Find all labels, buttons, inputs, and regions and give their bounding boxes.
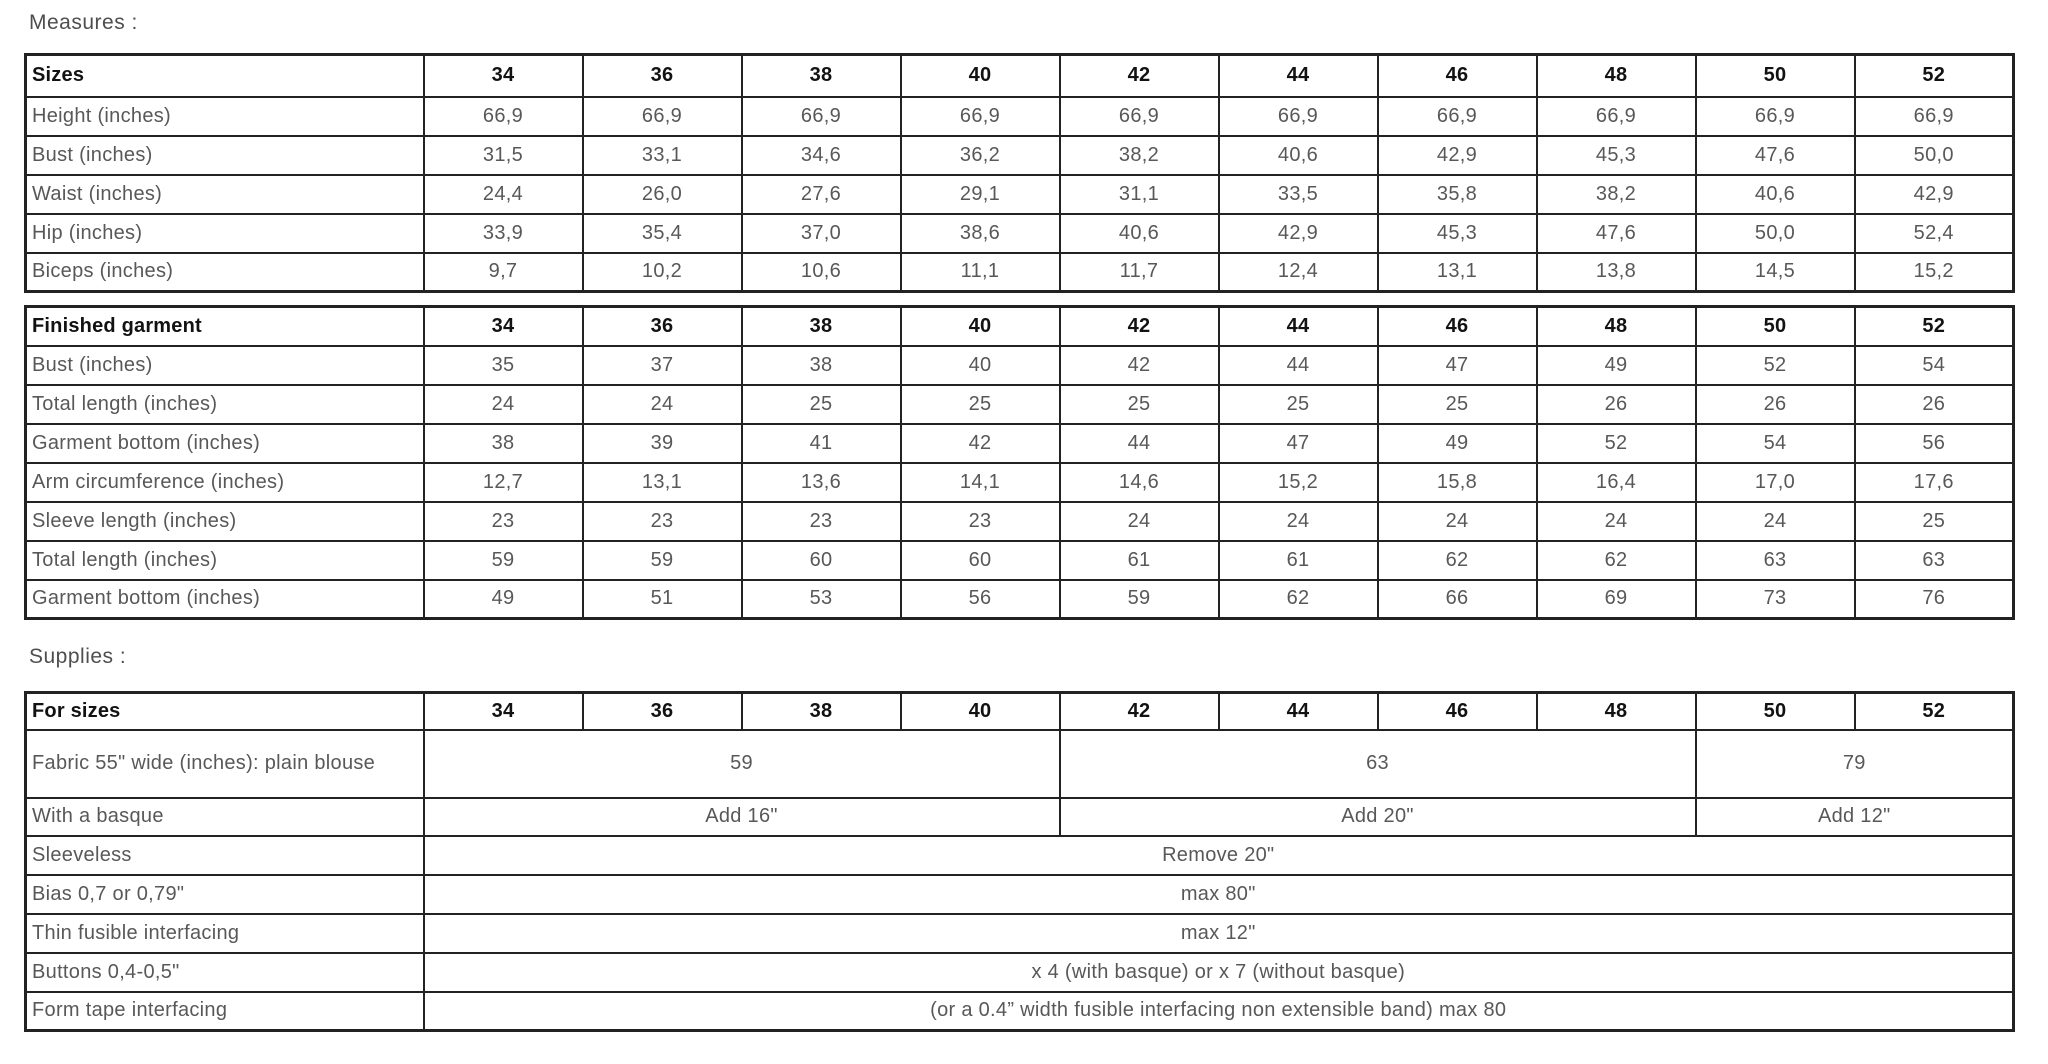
value-cell: 62 (1537, 541, 1696, 580)
value-cell: 23 (742, 502, 901, 541)
value-cell: 12,7 (424, 463, 583, 502)
value-cell: 60 (742, 541, 901, 580)
value-cell: 47,6 (1696, 136, 1855, 175)
value-cell: 42,9 (1855, 175, 2014, 214)
value-cell: 31,5 (424, 136, 583, 175)
table-header-label: Finished garment (26, 307, 424, 346)
value-cell: 38 (742, 346, 901, 385)
value-cell: 35,8 (1378, 175, 1537, 214)
value-cell: 41 (742, 424, 901, 463)
table-row (26, 914, 2014, 953)
value-cell: 40 (901, 346, 1060, 385)
value-cell: 23 (583, 502, 742, 541)
value-cell: 25 (1855, 502, 2014, 541)
value-cell: 26 (1696, 385, 1855, 424)
value-cell: 66,9 (424, 97, 583, 136)
row-label: Bust (inches) (26, 136, 424, 175)
value-cell: 14,1 (901, 463, 1060, 502)
row-label: Form tape interfacing (26, 992, 424, 1031)
value-cell: 15,8 (1378, 463, 1537, 502)
size-column-header: 48 (1537, 693, 1696, 730)
value-cell: 44 (1060, 424, 1219, 463)
row-label: Biceps (inches) (26, 253, 424, 292)
size-column-header: 46 (1378, 307, 1537, 346)
value-cell: 61 (1060, 541, 1219, 580)
row-label: Bias 0,7 or 0,79" (26, 875, 424, 914)
value-cell: 15,2 (1855, 253, 2014, 292)
merged-value-cell: Add 20" (1060, 798, 1696, 836)
value-cell: 37,0 (742, 214, 901, 253)
table-header-label: For sizes (26, 693, 424, 730)
table-row (26, 346, 2014, 385)
size-column-header: 38 (742, 55, 901, 97)
merged-value-cell: Add 12" (1696, 798, 2014, 836)
size-column-header: 46 (1378, 693, 1537, 730)
size-column-header: 40 (901, 55, 1060, 97)
value-cell: 33,1 (583, 136, 742, 175)
value-cell: 38 (424, 424, 583, 463)
value-cell: 63 (1696, 541, 1855, 580)
value-cell: 17,6 (1855, 463, 2014, 502)
row-label: Bust (inches) (26, 346, 424, 385)
value-cell: 59 (1060, 580, 1219, 619)
value-cell: 33,9 (424, 214, 583, 253)
value-cell: 40,6 (1219, 136, 1378, 175)
value-cell: 47 (1378, 346, 1537, 385)
value-cell: 51 (583, 580, 742, 619)
value-cell: 42 (1060, 346, 1219, 385)
value-cell: 38,6 (901, 214, 1060, 253)
row-label: Arm circumference (inches) (26, 463, 424, 502)
table-row (26, 214, 2014, 253)
value-cell: 50,0 (1696, 214, 1855, 253)
value-cell: 35,4 (583, 214, 742, 253)
size-column-header: 44 (1219, 55, 1378, 97)
value-cell: 62 (1378, 541, 1537, 580)
value-cell: 73 (1696, 580, 1855, 619)
merged-value-cell: 63 (1060, 730, 1696, 798)
row-label: Total length (inches) (26, 541, 424, 580)
merged-value-cell: max 12" (424, 914, 2014, 953)
header-row (26, 55, 2014, 97)
value-cell: 38,2 (1537, 175, 1696, 214)
merged-value-cell: 79 (1696, 730, 2014, 798)
value-cell: 13,1 (1378, 253, 1537, 292)
table-row (26, 541, 2014, 580)
value-cell: 42,9 (1378, 136, 1537, 175)
value-cell: 66,9 (583, 97, 742, 136)
value-cell: 23 (901, 502, 1060, 541)
value-cell: 35 (424, 346, 583, 385)
size-column-header: 48 (1537, 307, 1696, 346)
value-cell: 56 (1855, 424, 2014, 463)
table-row (26, 836, 2014, 875)
value-cell: 25 (1378, 385, 1537, 424)
value-cell: 24 (424, 385, 583, 424)
value-cell: 13,6 (742, 463, 901, 502)
size-column-header: 50 (1696, 55, 1855, 97)
value-cell: 10,2 (583, 253, 742, 292)
value-cell: 40,6 (1696, 175, 1855, 214)
value-cell: 13,8 (1537, 253, 1696, 292)
value-cell: 29,1 (901, 175, 1060, 214)
value-cell: 25 (742, 385, 901, 424)
size-column-header: 36 (583, 307, 742, 346)
value-cell: 24 (583, 385, 742, 424)
size-column-header: 38 (742, 693, 901, 730)
value-cell: 26 (1855, 385, 2014, 424)
value-cell: 34,6 (742, 136, 901, 175)
value-cell: 15,2 (1219, 463, 1378, 502)
value-cell: 11,1 (901, 253, 1060, 292)
value-cell: 52 (1696, 346, 1855, 385)
row-label: Fabric 55" wide (inches): plain blouse (26, 730, 424, 798)
value-cell: 52,4 (1855, 214, 2014, 253)
value-cell: 25 (1219, 385, 1378, 424)
row-label: Total length (inches) (26, 385, 424, 424)
size-column-header: 50 (1696, 307, 1855, 346)
value-cell: 47 (1219, 424, 1378, 463)
size-column-header: 40 (901, 307, 1060, 346)
value-cell: 49 (1537, 346, 1696, 385)
value-cell: 66,9 (1537, 97, 1696, 136)
value-cell: 24 (1060, 502, 1219, 541)
value-cell: 54 (1696, 424, 1855, 463)
size-column-header: 34 (424, 55, 583, 97)
value-cell: 24 (1696, 502, 1855, 541)
value-cell: 31,1 (1060, 175, 1219, 214)
value-cell: 50,0 (1855, 136, 2014, 175)
value-cell: 47,6 (1537, 214, 1696, 253)
value-cell: 11,7 (1060, 253, 1219, 292)
table-row (26, 730, 2014, 798)
row-label: Waist (inches) (26, 175, 424, 214)
finished-garment-table (24, 305, 2015, 620)
table-row (26, 136, 2014, 175)
value-cell: 66,9 (1219, 97, 1378, 136)
value-cell: 76 (1855, 580, 2014, 619)
value-cell: 25 (901, 385, 1060, 424)
value-cell: 36,2 (901, 136, 1060, 175)
size-column-header: 34 (424, 307, 583, 346)
table-header-label: Sizes (26, 55, 424, 97)
merged-value-cell: max 80" (424, 875, 2014, 914)
value-cell: 49 (1378, 424, 1537, 463)
value-cell: 49 (424, 580, 583, 619)
value-cell: 66,9 (1060, 97, 1219, 136)
value-cell: 33,5 (1219, 175, 1378, 214)
value-cell: 42,9 (1219, 214, 1378, 253)
table-row (26, 424, 2014, 463)
value-cell: 16,4 (1537, 463, 1696, 502)
value-cell: 45,3 (1537, 136, 1696, 175)
value-cell: 61 (1219, 541, 1378, 580)
merged-value-cell: x 4 (with basque) or x 7 (without basque) (424, 953, 2014, 992)
merged-value-cell: 59 (424, 730, 1060, 798)
value-cell: 66 (1378, 580, 1537, 619)
table-row (26, 502, 2014, 541)
row-label: Height (inches) (26, 97, 424, 136)
row-label: Sleeve length (inches) (26, 502, 424, 541)
value-cell: 23 (424, 502, 583, 541)
value-cell: 60 (901, 541, 1060, 580)
value-cell: 42 (901, 424, 1060, 463)
value-cell: 38,2 (1060, 136, 1219, 175)
value-cell: 52 (1537, 424, 1696, 463)
supplies-section-heading: Supplies : (29, 645, 127, 668)
value-cell: 24,4 (424, 175, 583, 214)
row-label: Sleeveless (26, 836, 424, 875)
value-cell: 37 (583, 346, 742, 385)
row-label: Thin fusible interfacing (26, 914, 424, 953)
value-cell: 59 (583, 541, 742, 580)
value-cell: 14,5 (1696, 253, 1855, 292)
value-cell: 56 (901, 580, 1060, 619)
row-label: Hip (inches) (26, 214, 424, 253)
value-cell: 53 (742, 580, 901, 619)
value-cell: 66,9 (1378, 97, 1537, 136)
value-cell: 40,6 (1060, 214, 1219, 253)
size-column-header: 36 (583, 693, 742, 730)
size-column-header: 44 (1219, 693, 1378, 730)
measures-table (24, 53, 2015, 293)
table-row (26, 580, 2014, 619)
header-row (26, 307, 2014, 346)
size-column-header: 50 (1696, 693, 1855, 730)
size-column-header: 52 (1855, 55, 2014, 97)
table-row (26, 953, 2014, 992)
row-label: With a basque (26, 798, 424, 836)
size-column-header: 34 (424, 693, 583, 730)
value-cell: 69 (1537, 580, 1696, 619)
size-column-header: 36 (583, 55, 742, 97)
table-row (26, 175, 2014, 214)
value-cell: 62 (1219, 580, 1378, 619)
value-cell: 24 (1378, 502, 1537, 541)
row-label: Buttons 0,4-0,5" (26, 953, 424, 992)
value-cell: 66,9 (1855, 97, 2014, 136)
table-row (26, 253, 2014, 292)
size-column-header: 46 (1378, 55, 1537, 97)
measures-section-heading: Measures : (29, 11, 138, 34)
value-cell: 24 (1537, 502, 1696, 541)
value-cell: 39 (583, 424, 742, 463)
size-column-header: 52 (1855, 693, 2014, 730)
table-row (26, 385, 2014, 424)
size-column-header: 40 (901, 693, 1060, 730)
row-label: Garment bottom (inches) (26, 580, 424, 619)
size-column-header: 42 (1060, 55, 1219, 97)
value-cell: 27,6 (742, 175, 901, 214)
value-cell: 54 (1855, 346, 2014, 385)
size-column-header: 44 (1219, 307, 1378, 346)
size-column-header: 42 (1060, 307, 1219, 346)
size-column-header: 38 (742, 307, 901, 346)
table-row (26, 992, 2014, 1031)
value-cell: 25 (1060, 385, 1219, 424)
value-cell: 45,3 (1378, 214, 1537, 253)
supplies-table (24, 691, 2015, 1032)
merged-value-cell: (or a 0.4” width fusible interfacing non extensible band) max 80 (424, 992, 2014, 1031)
value-cell: 66,9 (1696, 97, 1855, 136)
value-cell: 12,4 (1219, 253, 1378, 292)
value-cell: 44 (1219, 346, 1378, 385)
value-cell: 63 (1855, 541, 2014, 580)
value-cell: 66,9 (742, 97, 901, 136)
row-label: Garment bottom (inches) (26, 424, 424, 463)
table-row (26, 463, 2014, 502)
size-column-header: 52 (1855, 307, 2014, 346)
header-row (26, 693, 2014, 730)
size-column-header: 48 (1537, 55, 1696, 97)
value-cell: 59 (424, 541, 583, 580)
merged-value-cell: Remove 20" (424, 836, 2014, 875)
table-row (26, 798, 2014, 836)
size-column-header: 42 (1060, 693, 1219, 730)
value-cell: 13,1 (583, 463, 742, 502)
merged-value-cell: Add 16" (424, 798, 1060, 836)
value-cell: 17,0 (1696, 463, 1855, 502)
table-row (26, 97, 2014, 136)
value-cell: 26 (1537, 385, 1696, 424)
table-row (26, 875, 2014, 914)
value-cell: 26,0 (583, 175, 742, 214)
value-cell: 24 (1219, 502, 1378, 541)
value-cell: 14,6 (1060, 463, 1219, 502)
value-cell: 10,6 (742, 253, 901, 292)
value-cell: 9,7 (424, 253, 583, 292)
value-cell: 66,9 (901, 97, 1060, 136)
